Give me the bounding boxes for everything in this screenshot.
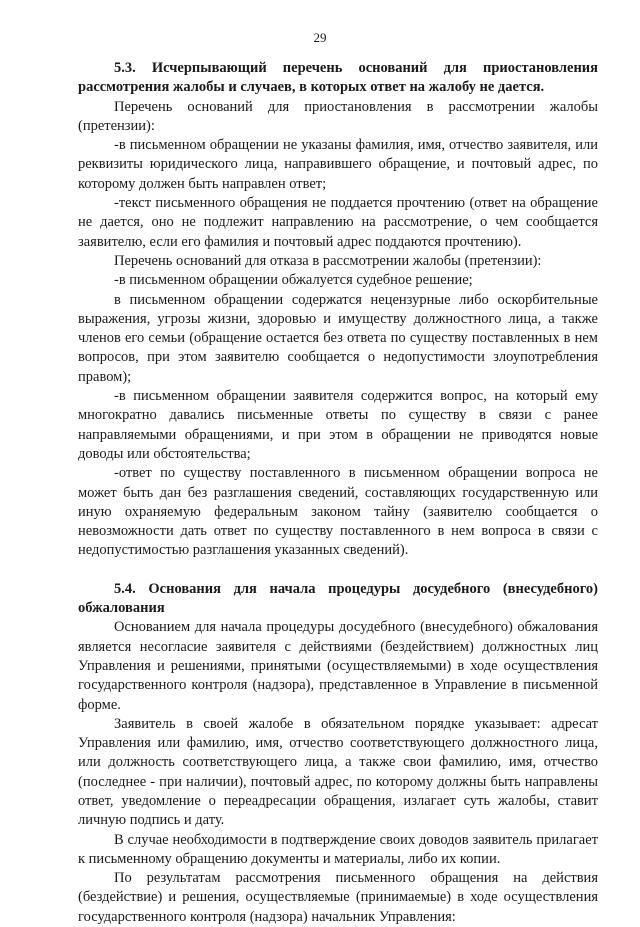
paragraph: Заявитель в своей жалобе в обязательном порядке указывает: адресат Управления или фамилию, имя, отчество соответствующего должностного лица, или должность соответствующего лица, а также свои фамилию, имя, отчество (последнее - при наличии), почтовый адрес, по которому должны быть направлены ответ, уведомление о переадресации обращения, излагает суть жалобы, ставит личную подпись и дату.	[78, 715, 598, 829]
paragraph: -в письменном обращении не указаны фамилия, имя, отчество заявителя, или реквизиты юридического лица, направившего обращение, и почтовый адрес, по которому должен быть направлен ответ;	[78, 137, 598, 192]
paragraph: -в письменном обращении заявителя содержится вопрос, на который ему многократно давались письменные ответы по существу в связи с ранее направляемыми обращениями, и при этом в обращении не приводятся новые доводы или обстоятельства;	[78, 388, 598, 462]
paragraph: По результатам рассмотрения письменного обращения на действия (бездействие) и решения, осуществляемые (принимаемые) в ходе осуществления государственного контроля (надзора) начальник Управления:	[78, 870, 598, 925]
paragraph: Перечень оснований для приостановления в рассмотрении жалобы (претензии):	[78, 98, 598, 134]
paragraph: -ответ по существу поставленного в письменном обращении вопроса не может быть дан без разглашения сведений, составляющих государственную или иную охраняемую федеральным законом тайну (заявителю сообщается о невозможности дать ответ по существу поставленного в нем вопроса в связи с недопустимостью разглашения указанных сведений).	[78, 465, 598, 559]
paragraph: -в письменном обращении обжалуется судебное решение;	[114, 272, 473, 289]
page-number: 29	[313, 30, 327, 45]
section-5-4-heading: 5.4. Основания для начала процедуры досудебного (внесудебного) обжалования	[78, 580, 598, 617]
paragraph: -текст письменного обращения не поддается прочтению (ответ на обращение не дается, оно не подлежит направлению на рассмотрение, о чем сообщается заявителю, если его фамилия и почтовый адрес поддаются прочтению).	[78, 195, 598, 250]
paragraph: Основанием для начала процедуры досудебного (внесудебного) обжалования является несогласие заявителя с действиями (бездействием) должностных лиц Управления и решениями, принятыми (осуществляемыми) в ходе осуществления государственного контроля (надзора), представленное в Управление в письменной форме.	[78, 619, 598, 713]
document-body	[78, 59, 598, 927]
paragraph: Перечень оснований для отказа в рассмотрении жалобы (претензии):	[114, 252, 542, 269]
section-5-3-heading: 5.3. Исчерпывающий перечень оснований для приостановления рассмотрения жалобы и случаев, в которых ответ на жалобу не дается.	[78, 60, 598, 96]
paragraph: В случае необходимости в подтверждение своих доводов заявитель прилагает к письменному обращению документы и материалы, либо их копии.	[78, 831, 598, 867]
paragraph: в письменном обращении содержатся нецензурные либо оскорбительные выражения, угрозы жизни, здоровью и имуществу должностного лица, а также членов его семьи (обращение остается без ответа по существу поставленных в нем вопросов, при этом заявителю сообщается о недопустимости злоупотребления правом);	[78, 291, 598, 385]
